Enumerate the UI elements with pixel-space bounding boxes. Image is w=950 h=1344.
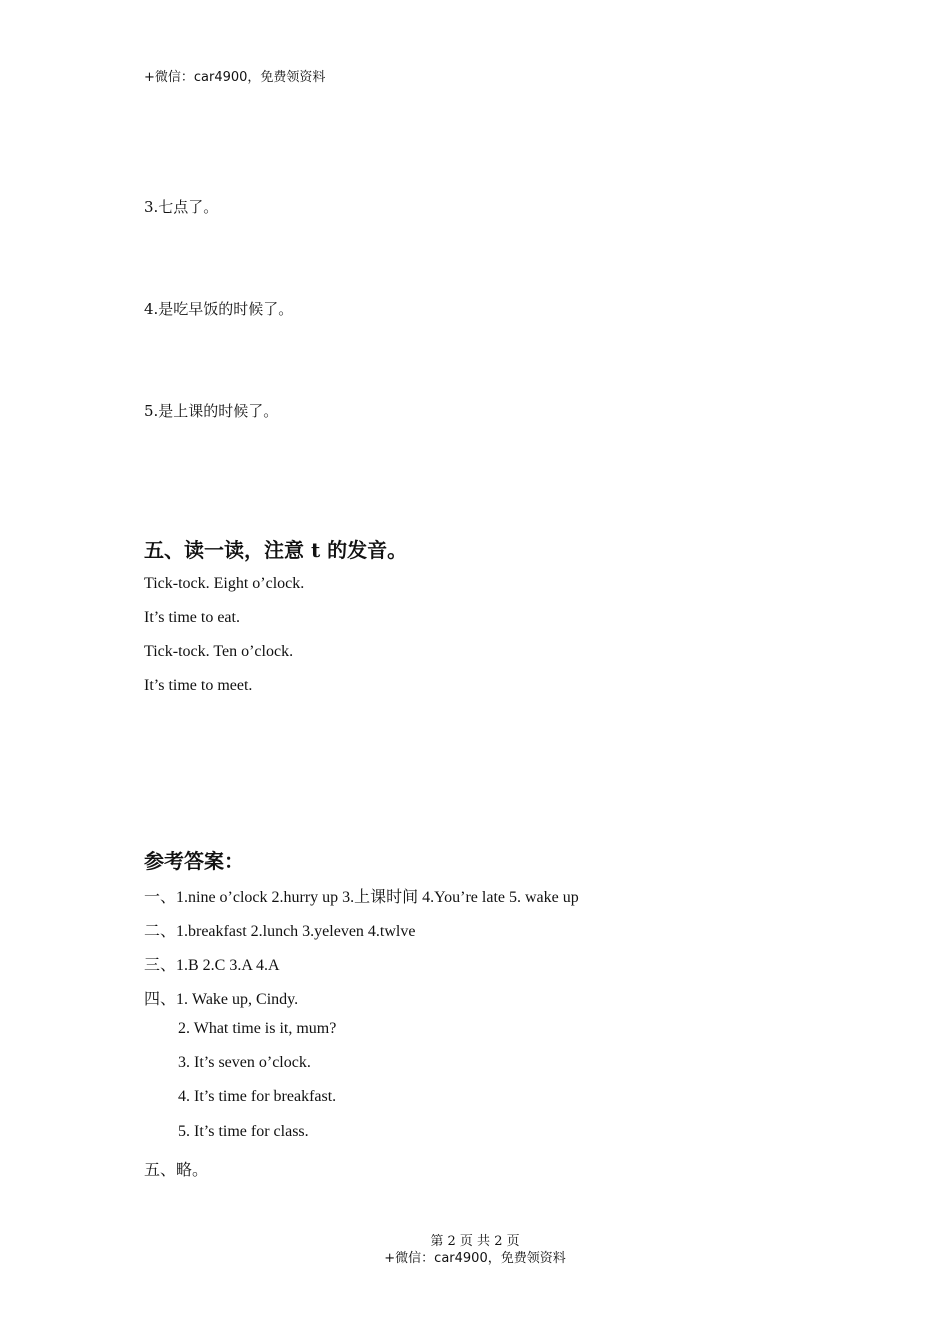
header-watermark-note: +微信：car4900，免费领资料 <box>144 70 326 85</box>
poem-line-2: It’s time to eat. <box>144 609 240 626</box>
footer-watermark-note: +微信：car4900，免费领资料 <box>384 1251 566 1266</box>
poem-line-1: Tick-tock. Eight o’clock. <box>144 575 305 592</box>
answer-part-3: 三、1.B 2.C 3.A 4.A <box>144 957 280 974</box>
answer-part-4-line-4: 4. It’s time for breakfast. <box>178 1088 337 1105</box>
answer-part-4-line-3: 3. It’s seven o’clock. <box>178 1054 311 1071</box>
answer-part-4-line-1: 四、1. Wake up, Cindy. <box>144 991 299 1008</box>
answer-part-1: 一、1.nine o’clock 2.hurry up 3.上课时间 4.You’re late 5. wake up <box>144 889 579 906</box>
question-5: 5.是上课的时候了。 <box>144 402 279 420</box>
page-number: 第 2 页 共 2 页 <box>430 1234 520 1249</box>
question-4: 4.是吃早饭的时候了。 <box>144 300 294 318</box>
answer-part-2: 二、1.breakfast 2.lunch 3.yeleven 4.twlve <box>144 923 416 940</box>
answers-heading: 参考答案： <box>144 849 244 873</box>
poem-line-4: It’s time to meet. <box>144 677 253 694</box>
poem-line-3: Tick-tock. Ten o’clock. <box>144 643 294 660</box>
answer-part-5: 五、略。 <box>144 1162 209 1179</box>
question-3: 3.七点了。 <box>144 198 219 216</box>
answer-part-4-line-2: 2. What time is it, mum? <box>178 1020 337 1037</box>
section-5-heading: 五、读一读，注意 t 的发音。 <box>144 538 408 562</box>
answer-part-4-line-5: 5. It’s time for class. <box>178 1123 309 1140</box>
